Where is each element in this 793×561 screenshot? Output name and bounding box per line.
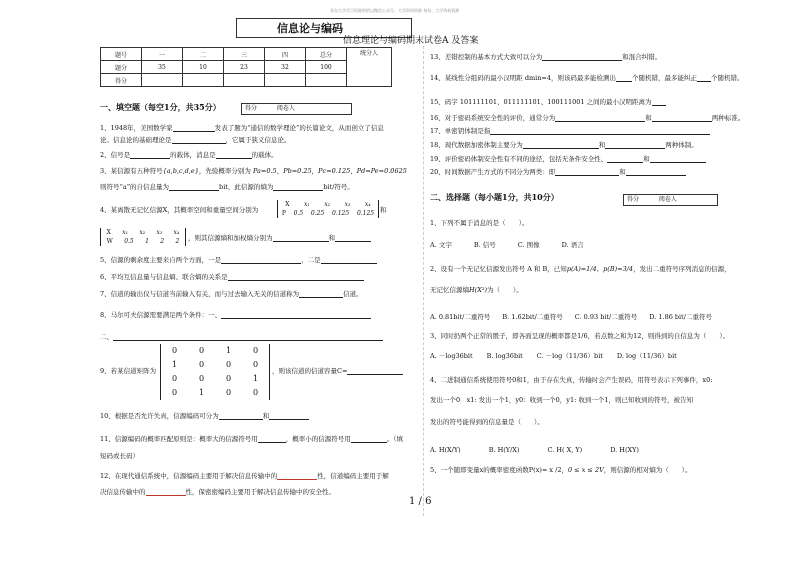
- weight-space-matrix: X x₁ x₂ x₃ x₄ W 0.5 1 2 2: [100, 228, 186, 246]
- section2-score-box: [623, 194, 718, 206]
- question-7: 7、信道的输出仅与信道当前输入有关，而与过去输入无关的信道称为 信道。: [100, 290, 363, 298]
- prob-space-matrix: X x₁ x₂ x₃ x₄ P 0.5 0.25 0.125 0.125: [277, 200, 379, 218]
- question-1: 1、1948年，美国数学家 发表了题为“通信的数学理论”的长篇论文，从而创立了信息: [100, 124, 384, 132]
- choice-5: 5、一个随即变量x的概率密度函数P(x)= x /2，0 ≤ x ≤ 2V，则信源的相对熵为（ ）。: [430, 466, 692, 474]
- score-cell: [183, 74, 224, 87]
- question-4-and: 和: [380, 206, 387, 214]
- question-3: 3、某信源有五种符号{a,b,c,d,e}，先验概率分别为 Pa=0.5，Pb=0.25，Pc=0.125，Pd=Pe=0.0625: [100, 167, 407, 175]
- question-1-cont: 论。信息论的基础理论是 ，它属于狭义信息论。: [100, 136, 291, 144]
- question-8: 8、马尔可夫信源需要满足两个条件：一、: [100, 311, 371, 319]
- question-5: 5、信源的剩余度主要来自两个方面，一是 ，二是: [100, 256, 377, 264]
- score-header-cell: 题号: [101, 48, 142, 61]
- page-number: 1 / 6: [409, 496, 432, 507]
- choice-2-options: A. 0.81bit/二重符号 B. 1.62bit/二重符号 C. 0.93 bit/二重符号 D. 1.86 bit/二重符号: [430, 313, 712, 321]
- choice-4: 4、二进制通信系统使用符号0和1，由于存在失真，传输时会产生误码，用符号表示下列事件，x0:: [430, 376, 713, 384]
- score-cell: [142, 74, 183, 87]
- score-box-label: 得分: [627, 196, 640, 203]
- choice-1: 1、下列不属于消息的是（ ）。: [430, 219, 529, 227]
- question-4-cont: ，则其信源熵和加权熵分别为 和: [188, 234, 371, 242]
- score-cell: 23: [224, 61, 265, 74]
- score-header-cell: 一: [142, 48, 183, 61]
- choice-4-options: A. H(X/Y) B. H(Y/X) C. H( X, Y) D. H(XY): [430, 446, 639, 454]
- score-box-label: 得分: [245, 105, 258, 112]
- score-cell: 100: [306, 61, 347, 74]
- choice-4-cont2: 发出的符号能得到的信息量是（ ）。: [430, 418, 544, 426]
- score-cell: [306, 74, 347, 87]
- question-8-cont: 二、: [100, 333, 383, 341]
- question-12-cont: 决信息传输中的 性，保密密编码主要用于解决信息传输中的安全性。: [100, 488, 335, 496]
- choice-1-options: A. 文字 B. 信号 C. 图像 D. 语言: [430, 241, 584, 249]
- question-15: 15、码字 101111101、011111101、100111001 之间的最小汉明距离为: [430, 98, 666, 106]
- score-header-cell: 二: [183, 48, 224, 61]
- question-13: 13、差错控制的基本方式大致可以分为 和混合纠错。: [430, 53, 662, 61]
- question-3-cont: 则符号“a”的自信息量为 bit，此信源的熵为 bit/符号。: [100, 183, 354, 191]
- question-2: 2、信号是 的载体，消息是 的载体。: [100, 151, 278, 159]
- question-12: 12、在现代通信系统中，信源编码主要用于解决信息传输中的 性，信道编码主要用于解: [100, 472, 389, 480]
- score-cell: [224, 74, 265, 87]
- grader-box-label: 阅卷人: [658, 196, 677, 203]
- question-19: 19、评价密码体制安全性有不同的途径，包括无条件安全性、 和: [430, 155, 706, 163]
- title-main: 信息论与编码: [277, 22, 343, 35]
- question-11: 11、信源编码的概率匹配原则是：概率大的信源符号用 ，概率小的信源符号用 。（填: [100, 435, 404, 443]
- choice-4-cont: 发出一个0 x1: 发出一个1，y0：收到一个0，y1: 收到一个1，则已知收到的符号，被告知: [430, 396, 693, 404]
- score-row-label: 得分: [101, 74, 142, 87]
- question-14: 14、某线性分组码的最小汉明距 dmin=4，则该码最多能检测出 个随机错，最多能纠正 个随机错。: [430, 74, 744, 82]
- score-header-cell: 三: [224, 48, 265, 61]
- choice-3: 3、同时扔两个正常的骰子，即各面呈现的概率都是1/6，若点数之和为12，则得到的自信息为（ ）。: [430, 332, 730, 340]
- section1-score-box: [241, 103, 352, 115]
- choice-2: 2、设有一个无记忆信源发出符号 A 和 B，已知p(A)=1/4，p(B)=3/4，发出二重符号序列消息的信源，: [430, 265, 731, 273]
- section1-title: 一、填空题（每空1分，共35分）: [100, 102, 221, 112]
- question-9-cont: ，则该信道的信道容量C=: [272, 367, 403, 375]
- score-cell: 35: [142, 61, 183, 74]
- score-header-cell: 统分人: [347, 48, 392, 87]
- score-cell: 10: [183, 61, 224, 74]
- section2-title: 二、选择题（每小题1分，共10分）: [430, 192, 559, 202]
- question-20: 20、时间数据产生方式的不同分为两类：即 和: [430, 168, 686, 176]
- grader-box-label: 阅卷人: [276, 105, 295, 112]
- score-cell: 32: [265, 61, 306, 74]
- question-11-cont: 短码或长码）: [100, 452, 139, 460]
- score-row-label: 题分: [101, 61, 142, 74]
- score-cell: [265, 74, 306, 87]
- question-9: 9、若某信道矩阵为: [100, 367, 157, 375]
- question-16: 16、对于密码系统安全性的评价，通常分为 和 两种标准。: [430, 114, 745, 122]
- header-note: 亚东大学学习资源供给以微信公众号、大学资料资源 每份、大学资料资源: [330, 8, 460, 13]
- question-18: 18、现代数据加密体制主要分为 和 两种体制。: [430, 141, 698, 149]
- choice-2-cont: 无记忆信源熵H(X²)为（ ）。: [430, 286, 523, 294]
- page-title: 信息理论与编码期末试卷A 及答案: [343, 36, 479, 46]
- question-6: 6、平均互信息量与信息熵、联合熵的关系是: [100, 273, 364, 281]
- question-10: 10、根据是否允许失真，信源编码可分为 和: [100, 412, 309, 420]
- score-header-cell: 总分: [306, 48, 347, 61]
- score-table: [100, 47, 392, 87]
- score-header-cell: 四: [265, 48, 306, 61]
- channel-matrix: 0 0 1 0 1 0 0 0 0 0 0 1 0 1 0 0: [160, 344, 270, 400]
- column-divider: [423, 46, 424, 516]
- question-4: 4、某离散无记忆信源X，其概率空间和重量空间分别为: [100, 206, 259, 214]
- choice-3-options: A. －log36bit B. log36bit C. －log（11/36）bit D. log（11/36）bit: [430, 352, 677, 360]
- question-17: 17、单密钥体制是指: [430, 127, 710, 135]
